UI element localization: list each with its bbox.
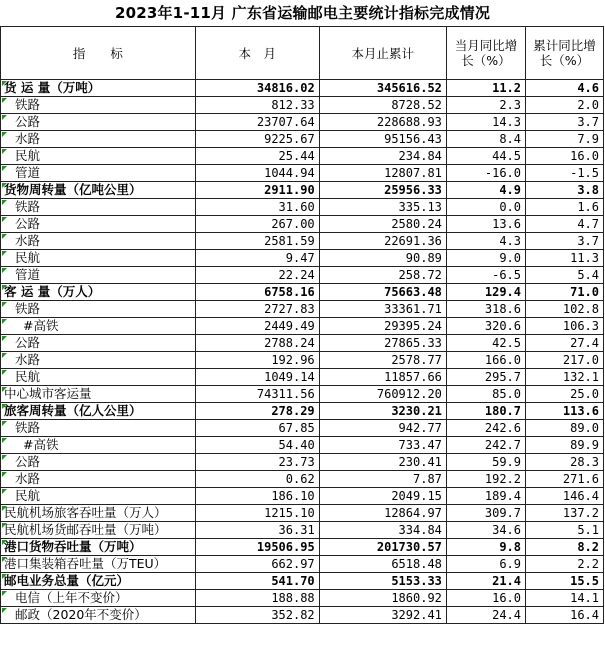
cell-month-yoy: 180.7 — [446, 403, 525, 420]
row-label — [1, 131, 196, 148]
row-label-text: 公路 — [15, 114, 41, 129]
row-label-text: 民航机场货邮吞吐量（万吨） — [4, 522, 167, 537]
row-label-text: 铁路 — [15, 420, 41, 435]
table-row — [1, 420, 604, 437]
row-label — [1, 233, 196, 250]
table-row — [1, 471, 604, 488]
row-label-text: 民航 — [15, 369, 41, 384]
row-label — [1, 352, 196, 369]
cell-cum-yoy: 2.0 — [526, 97, 604, 114]
header-month-yoy-label: 当月同比增长（%） — [454, 38, 518, 68]
cell-marker-icon — [2, 200, 7, 205]
cell-month: 9.47 — [195, 250, 319, 267]
row-label-text: 民航 — [15, 488, 41, 503]
cell-cum-yoy: 5.4 — [526, 267, 604, 284]
row-label-text: 管道 — [15, 267, 41, 282]
cell-cumulative: 258.72 — [319, 267, 446, 284]
cell-month: 662.97 — [195, 556, 319, 573]
cell-month-yoy: 295.7 — [446, 369, 525, 386]
cell-cum-yoy: 271.6 — [526, 471, 604, 488]
cell-cumulative: 1860.92 — [319, 590, 446, 607]
cell-cumulative: 334.84 — [319, 522, 446, 539]
statistics-table — [0, 26, 604, 624]
cell-cumulative: 760912.20 — [319, 386, 446, 403]
row-label-text: #高铁 — [23, 437, 59, 452]
row-label-text: 港口集装箱吞吐量（万TEU） — [4, 556, 167, 571]
row-label — [1, 488, 196, 505]
cell-month: 2727.83 — [195, 301, 319, 318]
cell-month-yoy: 318.6 — [446, 301, 525, 318]
cell-month-yoy: 189.4 — [446, 488, 525, 505]
cell-month: 1049.14 — [195, 369, 319, 386]
cell-month: 1044.94 — [195, 165, 319, 182]
cell-marker-icon — [2, 302, 7, 307]
row-label-text: 水路 — [15, 233, 41, 248]
table-row — [1, 386, 604, 403]
cell-month: 0.62 — [195, 471, 319, 488]
cell-month: 22.24 — [195, 267, 319, 284]
cell-cum-yoy: -1.5 — [526, 165, 604, 182]
header-indicator: 指 标 — [1, 27, 196, 80]
cell-cum-yoy: 3.7 — [526, 233, 604, 250]
table-row — [1, 437, 604, 454]
cell-month-yoy: 192.2 — [446, 471, 525, 488]
cell-month: 186.10 — [195, 488, 319, 505]
row-label-text: 公路 — [15, 335, 41, 350]
cell-cumulative: 228688.93 — [319, 114, 446, 131]
table-row — [1, 522, 604, 539]
table-row — [1, 182, 604, 199]
cell-month-yoy: 34.6 — [446, 522, 525, 539]
table-row — [1, 165, 604, 182]
cell-month-yoy: 11.2 — [446, 80, 525, 97]
cell-cumulative: 12807.81 — [319, 165, 446, 182]
table-row — [1, 148, 604, 165]
cell-marker-icon — [2, 336, 7, 341]
cell-cumulative: 942.77 — [319, 420, 446, 437]
cell-cumulative: 75663.48 — [319, 284, 446, 301]
cell-cum-yoy: 5.1 — [526, 522, 604, 539]
cell-marker-icon — [2, 149, 7, 154]
table-row — [1, 284, 604, 301]
row-label-text: 水路 — [15, 131, 41, 146]
cell-marker-icon — [2, 438, 7, 443]
row-label — [1, 165, 196, 182]
cell-marker-icon — [2, 489, 7, 494]
cell-marker-icon — [2, 98, 7, 103]
row-label-text: 公路 — [15, 454, 41, 469]
cell-cum-yoy: 217.0 — [526, 352, 604, 369]
table-row — [1, 131, 604, 148]
cell-month: 188.88 — [195, 590, 319, 607]
cell-marker-icon — [2, 81, 7, 86]
row-label — [1, 505, 196, 522]
cell-month: 6758.16 — [195, 284, 319, 301]
cell-cum-yoy: 11.3 — [526, 250, 604, 267]
row-label — [1, 114, 196, 131]
cell-month-yoy: 309.7 — [446, 505, 525, 522]
cell-cum-yoy: 106.3 — [526, 318, 604, 335]
row-label-text: 旅客周转量（亿人公里） — [4, 403, 142, 418]
cell-month-yoy: 9.0 — [446, 250, 525, 267]
cell-cum-yoy: 1.6 — [526, 199, 604, 216]
cell-cumulative: 2578.77 — [319, 352, 446, 369]
cell-marker-icon — [2, 132, 7, 137]
cell-marker-icon — [2, 353, 7, 358]
cell-cum-yoy: 27.4 — [526, 335, 604, 352]
table-row — [1, 539, 604, 556]
cell-marker-icon — [2, 557, 7, 562]
cell-month: 2449.49 — [195, 318, 319, 335]
row-label — [1, 437, 196, 454]
cell-marker-icon — [2, 268, 7, 273]
cell-cumulative: 3230.21 — [319, 403, 446, 420]
cell-cum-yoy: 16.0 — [526, 148, 604, 165]
row-label — [1, 301, 196, 318]
cell-cum-yoy: 113.6 — [526, 403, 604, 420]
cell-month-yoy: 21.4 — [446, 573, 525, 590]
row-label — [1, 182, 196, 199]
cell-month: 23.73 — [195, 454, 319, 471]
cell-cumulative: 335.13 — [319, 199, 446, 216]
cell-month-yoy: 2.3 — [446, 97, 525, 114]
cell-marker-icon — [2, 370, 7, 375]
row-label-text: #高铁 — [23, 318, 59, 333]
table-row — [1, 233, 604, 250]
cell-month-yoy: 16.0 — [446, 590, 525, 607]
cell-month-yoy: 320.6 — [446, 318, 525, 335]
cell-month: 25.44 — [195, 148, 319, 165]
cell-cum-yoy: 4.6 — [526, 80, 604, 97]
table-row — [1, 216, 604, 233]
cell-cum-yoy: 89.0 — [526, 420, 604, 437]
cell-marker-icon — [2, 251, 7, 256]
cell-month-yoy: 6.9 — [446, 556, 525, 573]
row-label-text: 水路 — [15, 352, 41, 367]
cell-marker-icon — [2, 506, 7, 511]
header-cum-yoy-label: 累计同比增长（%） — [533, 38, 596, 68]
cell-month-yoy: 14.3 — [446, 114, 525, 131]
cell-marker-icon — [2, 285, 7, 290]
cell-marker-icon — [2, 166, 7, 171]
cell-cum-yoy: 7.9 — [526, 131, 604, 148]
cell-cumulative: 201730.57 — [319, 539, 446, 556]
cell-marker-icon — [2, 234, 7, 239]
row-label — [1, 267, 196, 284]
row-label — [1, 335, 196, 352]
row-label — [1, 573, 196, 590]
row-label — [1, 539, 196, 556]
table-row — [1, 352, 604, 369]
cell-cumulative: 5153.33 — [319, 573, 446, 590]
row-label-text: 货物周转量（亿吨公里） — [4, 182, 142, 197]
table-row — [1, 80, 604, 97]
table-row — [1, 199, 604, 216]
cell-month-yoy: 9.8 — [446, 539, 525, 556]
cell-cumulative: 95156.43 — [319, 131, 446, 148]
page-title: 2023年1-11月 广东省运输邮电主要统计指标完成情况 — [114, 4, 491, 22]
cell-month-yoy: 129.4 — [446, 284, 525, 301]
cell-marker-icon — [2, 183, 7, 188]
cell-cumulative: 7.87 — [319, 471, 446, 488]
row-label — [1, 97, 196, 114]
cell-month-yoy: 242.6 — [446, 420, 525, 437]
row-label — [1, 369, 196, 386]
table-row — [1, 301, 604, 318]
cell-month: 267.00 — [195, 216, 319, 233]
cell-month-yoy: 0.0 — [446, 199, 525, 216]
cell-marker-icon — [2, 455, 7, 460]
cell-month-yoy: 8.4 — [446, 131, 525, 148]
table-row — [1, 114, 604, 131]
cell-marker-icon — [2, 387, 7, 392]
row-label — [1, 199, 196, 216]
cell-cum-yoy: 28.3 — [526, 454, 604, 471]
row-label — [1, 607, 196, 624]
cell-month-yoy: 242.7 — [446, 437, 525, 454]
row-label — [1, 420, 196, 437]
cell-cumulative: 6518.48 — [319, 556, 446, 573]
cell-cum-yoy: 15.5 — [526, 573, 604, 590]
row-label-text: 邮政（2020年不变价） — [15, 607, 147, 622]
cell-cum-yoy: 132.1 — [526, 369, 604, 386]
row-label-text: 客 运 量（万人） — [4, 284, 101, 299]
cell-marker-icon — [2, 421, 7, 426]
cell-month-yoy: 4.9 — [446, 182, 525, 199]
table-row — [1, 369, 604, 386]
cell-cumulative: 27865.33 — [319, 335, 446, 352]
cell-month: 36.31 — [195, 522, 319, 539]
cell-month: 278.29 — [195, 403, 319, 420]
table-row — [1, 488, 604, 505]
row-label — [1, 318, 196, 335]
table-row — [1, 250, 604, 267]
cell-cum-yoy: 8.2 — [526, 539, 604, 556]
row-label — [1, 590, 196, 607]
cell-marker-icon — [2, 591, 7, 596]
cell-cum-yoy: 4.7 — [526, 216, 604, 233]
row-label — [1, 148, 196, 165]
cell-marker-icon — [2, 608, 7, 613]
cell-marker-icon — [2, 404, 7, 409]
row-label — [1, 556, 196, 573]
cell-month: 812.33 — [195, 97, 319, 114]
row-label-text: 铁路 — [15, 97, 41, 112]
row-label-text: 铁路 — [15, 199, 41, 214]
row-label-text: 邮电业务总量（亿元） — [4, 573, 130, 588]
cell-month: 74311.56 — [195, 386, 319, 403]
row-label-text: 民航机场旅客吞吐量（万人） — [4, 505, 167, 520]
cell-cum-yoy: 16.4 — [526, 607, 604, 624]
cell-month: 9225.67 — [195, 131, 319, 148]
cell-month: 192.96 — [195, 352, 319, 369]
row-label-text: 水路 — [15, 471, 41, 486]
cell-cum-yoy: 2.2 — [526, 556, 604, 573]
row-label-text: 货 运 量（万吨） — [4, 80, 101, 95]
row-label-text: 民航 — [15, 148, 41, 163]
cell-month-yoy: 59.9 — [446, 454, 525, 471]
cell-month: 2581.59 — [195, 233, 319, 250]
cell-marker-icon — [2, 472, 7, 477]
cell-cum-yoy: 71.0 — [526, 284, 604, 301]
row-label-text: 中心城市客运量 — [4, 386, 92, 401]
row-label-text: 铁路 — [15, 301, 41, 316]
cell-cum-yoy: 146.4 — [526, 488, 604, 505]
cell-month-yoy: -6.5 — [446, 267, 525, 284]
cell-cum-yoy: 89.9 — [526, 437, 604, 454]
cell-month: 54.40 — [195, 437, 319, 454]
cell-cumulative: 33361.71 — [319, 301, 446, 318]
cell-cumulative: 11857.66 — [319, 369, 446, 386]
row-label — [1, 522, 196, 539]
cell-month: 2788.24 — [195, 335, 319, 352]
cell-marker-icon — [2, 217, 7, 222]
cell-month: 31.60 — [195, 199, 319, 216]
cell-cumulative: 230.41 — [319, 454, 446, 471]
cell-cumulative: 22691.36 — [319, 233, 446, 250]
cell-cumulative: 733.47 — [319, 437, 446, 454]
cell-month: 23707.64 — [195, 114, 319, 131]
row-label — [1, 403, 196, 420]
cell-month-yoy: 4.3 — [446, 233, 525, 250]
table-row — [1, 97, 604, 114]
row-label — [1, 250, 196, 267]
header-month-yoy — [446, 27, 525, 80]
row-label — [1, 216, 196, 233]
header-cum-yoy — [526, 27, 604, 80]
cell-cumulative: 8728.52 — [319, 97, 446, 114]
row-label-text: 港口货物吞吐量（万吨） — [4, 539, 142, 554]
table-row — [1, 318, 604, 335]
row-label — [1, 454, 196, 471]
cell-cumulative: 234.84 — [319, 148, 446, 165]
cell-month-yoy: 44.5 — [446, 148, 525, 165]
table-header-row — [1, 27, 604, 80]
row-label-text: 管道 — [15, 165, 41, 180]
cell-cum-yoy: 3.8 — [526, 182, 604, 199]
cell-month: 34816.02 — [195, 80, 319, 97]
row-label — [1, 386, 196, 403]
table-row — [1, 556, 604, 573]
row-label — [1, 80, 196, 97]
row-label-text: 电信（上年不变价） — [15, 590, 128, 605]
cell-cumulative: 90.89 — [319, 250, 446, 267]
cell-month-yoy: 24.4 — [446, 607, 525, 624]
table-row — [1, 573, 604, 590]
table-row — [1, 335, 604, 352]
cell-month-yoy: 166.0 — [446, 352, 525, 369]
table-row — [1, 607, 604, 624]
cell-month-yoy: 85.0 — [446, 386, 525, 403]
cell-marker-icon — [2, 319, 7, 324]
cell-marker-icon — [2, 540, 7, 545]
cell-month: 19506.95 — [195, 539, 319, 556]
cell-cumulative: 2580.24 — [319, 216, 446, 233]
cell-cumulative: 29395.24 — [319, 318, 446, 335]
cell-marker-icon — [2, 523, 7, 528]
table-row — [1, 590, 604, 607]
table-row — [1, 267, 604, 284]
cell-month: 541.70 — [195, 573, 319, 590]
cell-month-yoy: -16.0 — [446, 165, 525, 182]
cell-marker-icon — [2, 574, 7, 579]
cell-cumulative: 12864.97 — [319, 505, 446, 522]
row-label-text: 公路 — [15, 216, 41, 231]
cell-cum-yoy: 25.0 — [526, 386, 604, 403]
cell-cumulative: 2049.15 — [319, 488, 446, 505]
cell-cumulative: 3292.41 — [319, 607, 446, 624]
cell-month: 67.85 — [195, 420, 319, 437]
cell-month: 352.82 — [195, 607, 319, 624]
cell-month-yoy: 42.5 — [446, 335, 525, 352]
cell-cumulative: 25956.33 — [319, 182, 446, 199]
table-row — [1, 505, 604, 522]
table-row — [1, 454, 604, 471]
header-cumulative: 本月止累计 — [319, 27, 446, 80]
row-label-text: 民航 — [15, 250, 41, 265]
table-row — [1, 403, 604, 420]
cell-cumulative: 345616.52 — [319, 80, 446, 97]
cell-cum-yoy: 3.7 — [526, 114, 604, 131]
cell-marker-icon — [2, 115, 7, 120]
cell-month: 1215.10 — [195, 505, 319, 522]
cell-month-yoy: 13.6 — [446, 216, 525, 233]
row-label — [1, 471, 196, 488]
cell-month: 2911.90 — [195, 182, 319, 199]
cell-cum-yoy: 14.1 — [526, 590, 604, 607]
cell-cum-yoy: 137.2 — [526, 505, 604, 522]
table-body — [1, 80, 604, 624]
header-month: 本 月 — [195, 27, 319, 80]
row-label — [1, 284, 196, 301]
cell-cum-yoy: 102.8 — [526, 301, 604, 318]
